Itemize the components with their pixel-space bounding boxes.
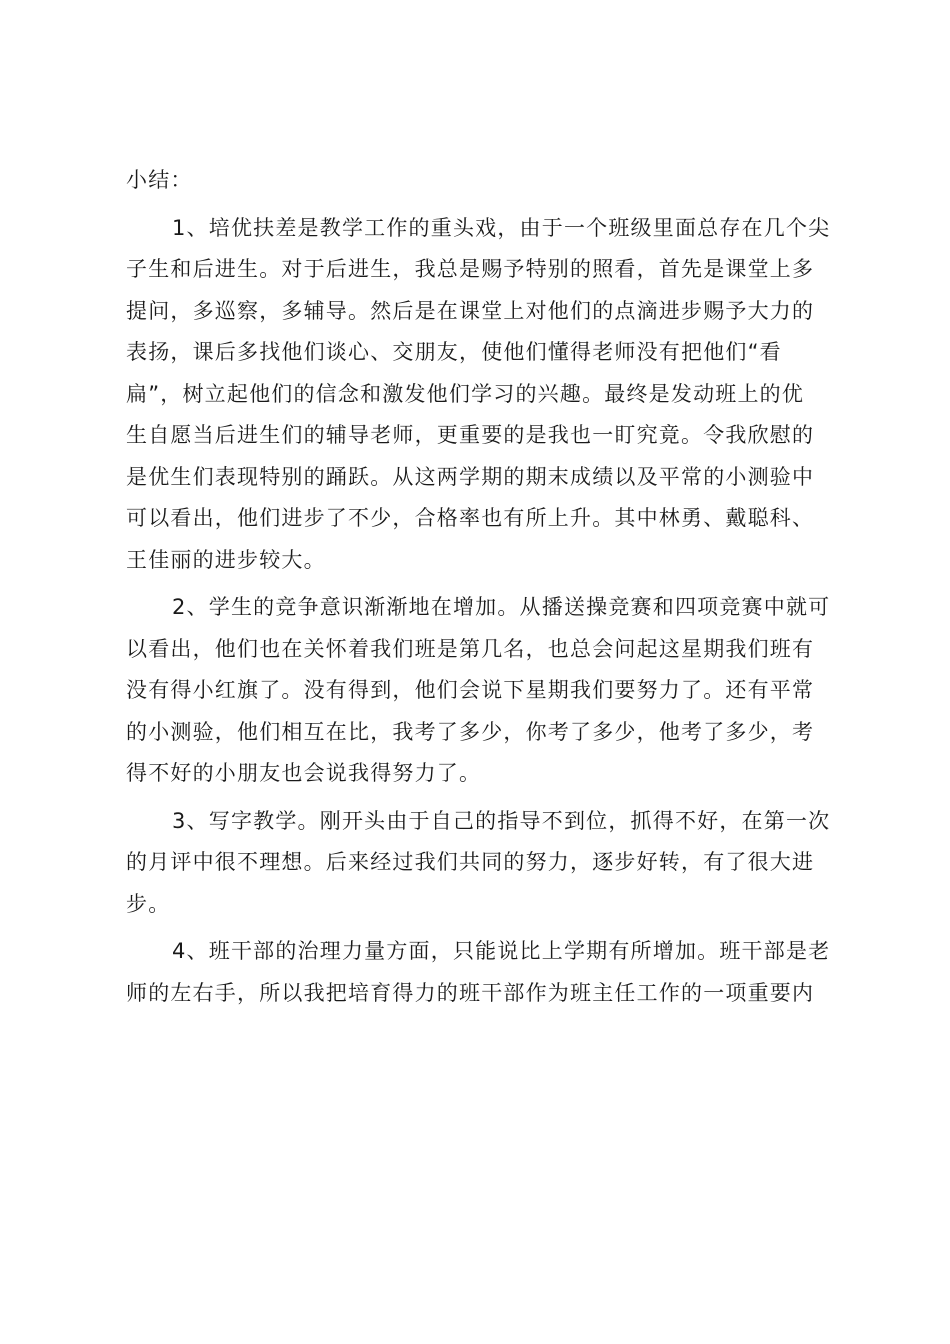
paragraph-line: 2、学生的竞争意识渐渐地在增加。从播送操竞赛和四项竞赛中就可: [172, 595, 831, 619]
paragraph-line: 可以看出，他们进步了不少，合格率也有所上升。其中林勇、戴聪科、: [126, 506, 815, 530]
paragraph-line: 得不好的小朋友也会说我得努力了。: [126, 761, 482, 785]
paragraph-line: 3、写字教学。刚开头由于自己的指导不到位，抓得不好，在第一次: [172, 808, 831, 833]
paragraph-line: 4、班干部的治理力量方面，只能说比上学期有所增加。班干部是老: [172, 939, 831, 963]
paragraph-line: 的小测验，他们相互在比，我考了多少，你考了多少，他考了多少，考: [126, 719, 815, 744]
paragraph-line: 步。: [126, 891, 171, 916]
paragraph-line: 表扬，课后多找他们谈心、交朋友，使他们懂得老师没有把他们“看: [126, 340, 782, 364]
paragraph-line: 子生和后进生。对于后进生，我总是赐予特别的照看，首先是课堂上多: [126, 257, 815, 281]
section-heading: 小结：: [126, 168, 193, 192]
paragraph-line: 师的左右手，所以我把培育得力的班干部作为班主任工作的一项重要内: [126, 980, 815, 1005]
paragraph-line: 提问，多巡察，多辅导。然后是在课堂上对他们的点滴进步赐予大力的: [126, 298, 815, 323]
paragraph-1: [126, 208, 834, 582]
document-body: [126, 160, 834, 1014]
paragraph-line: 生自愿当后进生们的辅导老师，更重要的是我也一盯究竟。令我欣慰的: [126, 423, 815, 447]
paragraph-line: 是优生们表现特别的踊跃。从这两学期的期末成绩以及平常的小测验中: [126, 464, 815, 489]
paragraph-line: 王佳丽的进步较大。: [126, 547, 326, 572]
paragraph-line: 的月评中很不理想。后来经过我们共同的努力，逐步好转，有了很大进: [126, 850, 815, 874]
paragraph-3: [126, 801, 834, 926]
paragraph-line: 扁”，树立起他们的信念和激发他们学习的兴趣。最终是发动班上的优: [126, 381, 805, 406]
paragraph-line: 以看出，他们也在关怀着我们班是第几名，也总会问起这星期我们班有: [126, 636, 815, 661]
paragraph-line: 没有得小红旗了。没有得到，他们会说下星期我们要努力了。还有平常: [126, 678, 815, 702]
paragraph-line: 1、培优扶差是教学工作的重头戏，由于一个班级里面总存在几个尖: [172, 215, 831, 240]
paragraph-2: [126, 587, 834, 795]
paragraph-4: [126, 931, 834, 1014]
